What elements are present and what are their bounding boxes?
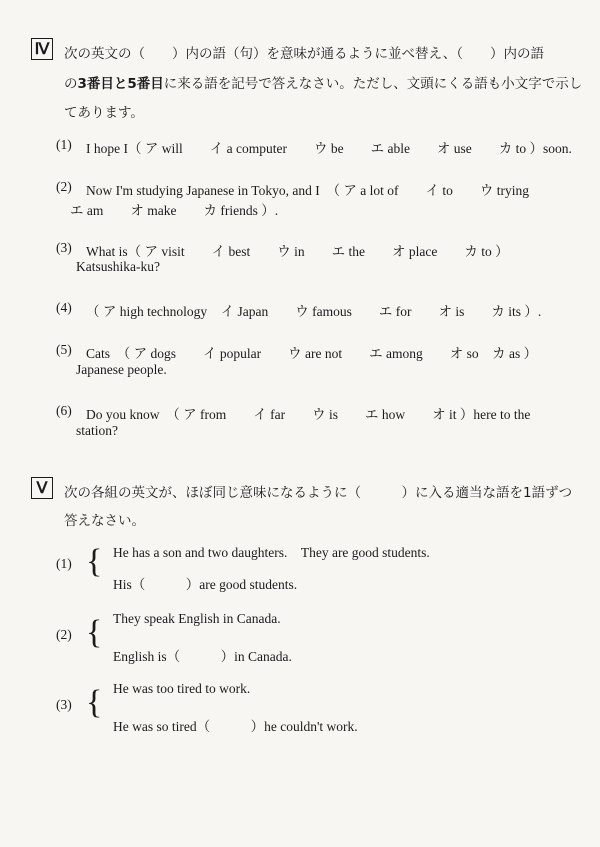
question-text-continued: Japanese people. <box>76 362 167 377</box>
question-number: (1) <box>56 137 72 152</box>
question-text: Cats （ ア dogs イ popular ウ are not エ among オ so カ as ） <box>86 346 538 361</box>
question-text-continued: Katsushika-ku? <box>76 259 160 274</box>
question-text: Do you know （ ア from イ far ウ is エ how オ it ）here to the <box>86 407 531 422</box>
sentence-a: They speak English in Canada. <box>113 611 281 626</box>
instruction-emphasis: 3番目と5番目 <box>77 76 164 92</box>
question-text-continued: エ am オ make カ friends ）. <box>70 203 279 218</box>
section-5-marker: Ⅴ <box>31 477 53 499</box>
section-5-instruction-line-1: 次の各組の英文が、ほぼ同じ意味になるように（ ）に入る適当な語を1語ずつ <box>64 485 573 501</box>
question-text: （ ア high technology イ Japan ウ famous エ for オ is カ its ）. <box>86 304 542 319</box>
section-4-instruction-line-1: 次の英文の（ ）内の語（句）を意味が通るように並べ替え、（ ）内の語 <box>64 46 545 62</box>
sentence-b: English is（ ）in Canada. <box>113 649 292 664</box>
question-number: (3) <box>56 240 72 255</box>
instruction-text: に来る語を記号で答えなさい。ただし、文頭にくる語も小文字で示し <box>163 76 583 92</box>
section-5-instruction-line-2: 答えなさい。 <box>64 513 145 529</box>
question-number: (4) <box>56 300 72 315</box>
sentence-a: He has a son and two daughters. They are good students. <box>113 545 430 560</box>
question-number: (6) <box>56 403 72 418</box>
question-text: What is（ ア visit イ best ウ in エ the オ place カ to ） <box>86 244 509 259</box>
brace: { <box>86 543 103 580</box>
question-text: Now I'm studying Japanese in Tokyo, and I （ ア a lot of イ to ウ trying <box>86 183 529 198</box>
question-number: (2) <box>56 179 72 194</box>
question-number: (3) <box>56 697 72 712</box>
question-number: (5) <box>56 342 72 357</box>
sentence-a: He was too tired to work. <box>113 681 251 696</box>
sentence-b: His（ ）are good students. <box>113 577 298 592</box>
section-4-instruction-line-3: てあります。 <box>64 105 144 121</box>
question-number: (2) <box>56 627 72 642</box>
brace: { <box>86 614 103 651</box>
section-4-marker: Ⅳ <box>31 38 53 60</box>
question-text: I hope I（ ア will イ a computer ウ be エ able オ use カ to ）soon. <box>86 141 572 156</box>
brace: { <box>86 684 103 721</box>
sentence-b: He was so tired（ ）he couldn't work. <box>113 719 358 734</box>
question-text-continued: station? <box>76 423 118 438</box>
instruction-text: の <box>64 76 78 92</box>
question-number: (1) <box>56 556 72 571</box>
section-4-instruction-line-2 <box>64 72 582 92</box>
